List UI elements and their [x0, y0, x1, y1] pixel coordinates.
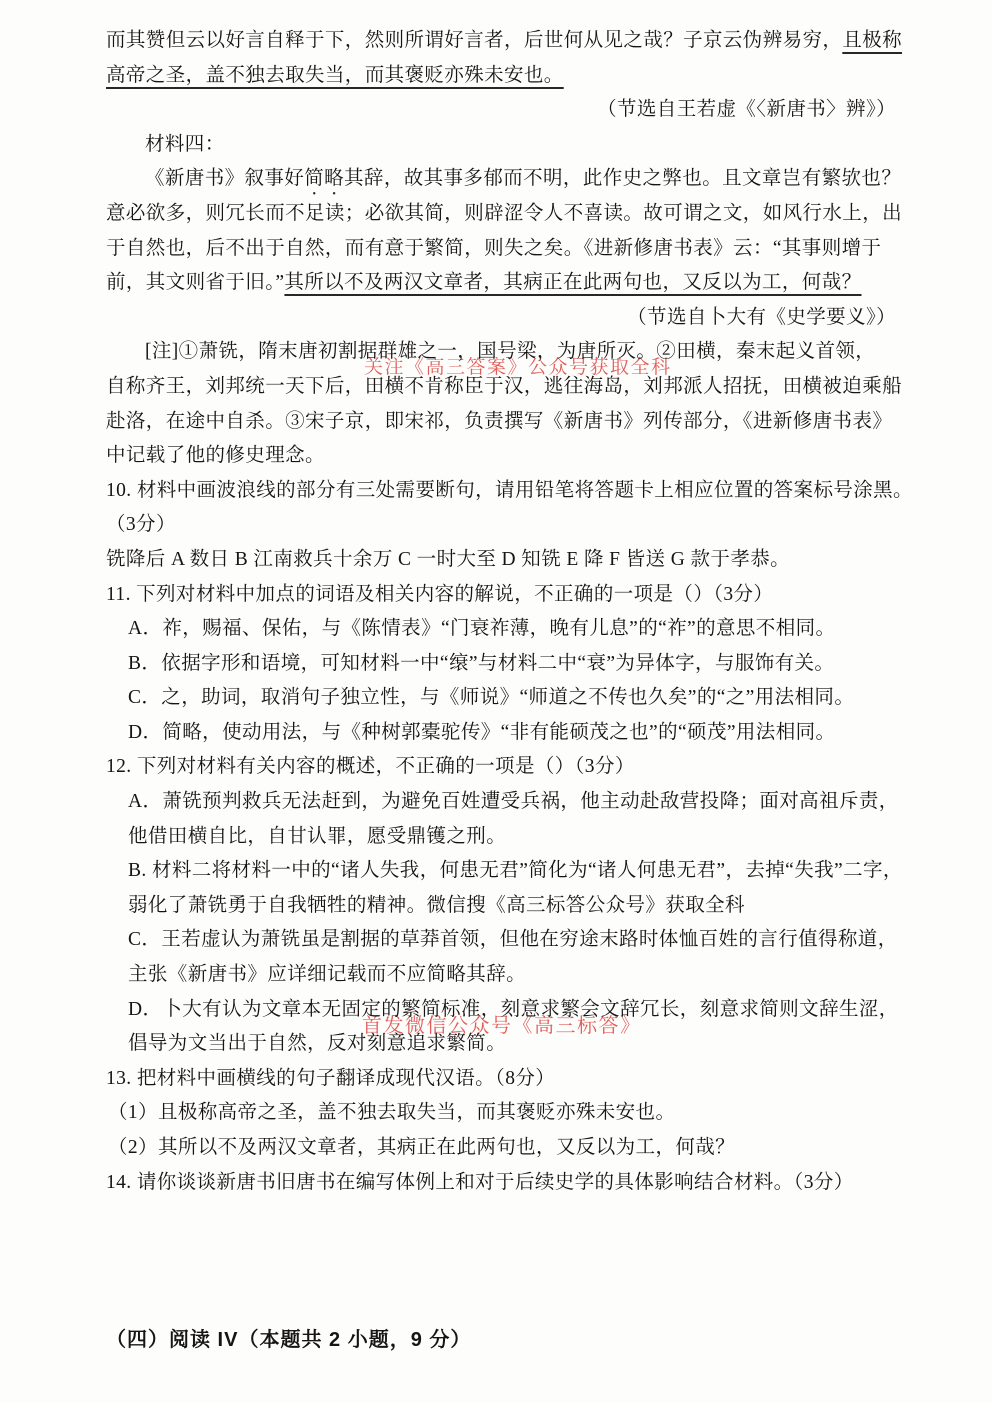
- notes-line4: 中记载了他的修史理念。: [106, 445, 325, 467]
- question12-stem: 12. 下列对材料有关内容的概述，不正确的一项是（）（3分）: [106, 756, 635, 778]
- material4-line3: 于自然也，后不出于自然，而有意于繁简，则失之矣。《进新修唐书表》云：“其事则增于: [106, 237, 882, 259]
- notes-line1: [注]①萧铣，隋末唐初割据群雄之一，国号梁，为唐所灭。②田横，秦末起义首领，: [145, 341, 876, 363]
- question11-option-a: A．祚，赐福、保佑，与《陈情表》“门衰祚薄，晚有儿息”的“祚”的意思不相同。: [128, 618, 836, 640]
- material4-line2: 意必欲多，则冗长而不足读；必欲其简，则辟涩令人不喜读。故可谓之文，如风行水上，出: [106, 202, 903, 224]
- question12-option-a-line1: A．萧铣预判救兵无法赶到，为避免百姓遭受兵祸，他主动赴敌营投降；面对高祖斥责，: [128, 791, 899, 813]
- question13-sentence2: （2）其所以不及两汉文章者，其病正在此两句也，又反以为工，何哉？: [108, 1137, 736, 1158]
- section4-heading: （四）阅读 IV（本题共 2 小题，9 分）: [106, 1329, 472, 1352]
- red-watermark-wechat: 首发微信公众号《高三标答》: [362, 1015, 642, 1037]
- material4-heading: 材料四：: [145, 133, 225, 155]
- question12-option-b-line1: B. 材料二将材料一中的“诸人失我，何患无君”简化为“诸人何患无君”，去掉“失我”二字，: [128, 860, 903, 882]
- question11-option-b: B．依据字形和语境，可知材料一中“缞”与材料二中“衰”为异体字，与服饰有关。: [128, 652, 835, 674]
- material4-line1b: 其辞，故其事多郁而不明，此作史之弊也。且文章岂有繁欤也？: [344, 168, 902, 190]
- notes-line3: 赴洛，在途中自杀。③宋子京，即宋祁，负责撰写《新唐书》列传部分，《进新修唐书表》: [106, 410, 893, 432]
- passage3-source: （节选自王若虚《〈新唐书〉辨》）: [597, 99, 896, 121]
- question12-option-b-line2: 弱化了萧铣勇于自我牺牲的精神。微信搜《高三标答公众号》获取全科: [128, 894, 745, 916]
- material4-line4: [106, 266, 908, 301]
- question11-stem: 11. 下列对材料中加点的词语及相关内容的解说，不正确的一项是（）（3分）: [106, 583, 774, 605]
- question10-sentence: 铣降后 A 数日 B 江南救兵十余万 C 一时大至 D 知铣 E 降 F 皆送 G 款于孝恭。: [106, 548, 790, 570]
- question12-option-a-line2: 他借田横自比，自甘认罪，愿受鼎镬之刑。: [128, 825, 507, 847]
- question10-points: （3分）: [106, 514, 176, 536]
- notes-line2: 自称齐王，刘邦统一天下后，田横不肯称臣于汉，逃往海岛，刘邦派人招抚，田横被迫乘船: [106, 375, 903, 397]
- question12-option-d-line2: 倡导为文当出于自然，反对刻意追求繁简。: [128, 1033, 507, 1055]
- material4-line4a: 前，其文则省于旧。”: [106, 272, 285, 294]
- question12-option-d-line1: D．卜大有认为文章本无固定的繁简标准，刻意求繁会文辞冗长，刻意求简则文辞生涩，: [128, 998, 899, 1020]
- question14-stem: 14. 请你谈谈新唐书旧唐书在编写体例上和对于后续史学的具体影响结合材料。（3分）: [106, 1171, 854, 1193]
- material4-line1: [106, 162, 908, 197]
- question11-option-d: D．简略，使动用法，与《种树郭橐驼传》“非有能硕茂之也”的“硕茂”用法相同。: [128, 721, 836, 743]
- passage3-line1: [106, 24, 908, 59]
- passage3-line1-text: 而其赞但云以好言自释于下，然则所谓好言者，后世何从见之哉？子京云伪辨易穷，: [106, 30, 843, 51]
- question11-option-c: C．之，助词，取消句子独立性，与《师说》“师道之不传也久矣”的“之”用法相同。: [128, 687, 855, 709]
- question13-stem: 13. 把材料中画横线的句子翻译成现代汉语。（8分）: [106, 1067, 556, 1089]
- passage3-line2-underlined: 高帝之圣，盖不独去取失当，而其褒贬亦殊未安也。: [106, 64, 564, 86]
- question10-stem: 10. 材料中画波浪线的部分有三处需要断句，请用铅笔将答题卡上相应位置的答案标号涂黑。: [106, 479, 913, 501]
- question12-option-c-line1: C．王若虚认为萧铣虽是割据的草莽首领，但他在穷途末路时体恤百姓的言行值得称道，: [128, 929, 898, 951]
- material4-line4-underlined: 其所以不及两汉文章者，其病正在此两句也，又反以为工，何哉？: [284, 272, 862, 294]
- material4-source: （节选自卜大有《史学要义》）: [627, 306, 896, 328]
- question13-sentence1: （1）且极称高帝之圣，盖不独去取失当，而其褒贬亦殊未安也。: [108, 1102, 676, 1124]
- red-watermark-answers: 关注《高三答案》公众号获取全科: [364, 357, 672, 378]
- passage3-line1-underlined: 且极称: [842, 30, 903, 51]
- material4-line1-emphasized: 简略: [304, 168, 345, 190]
- passage3-line2: [106, 59, 908, 94]
- material4-line1a: 《新唐书》叙事好: [145, 168, 305, 190]
- question12-option-c-line2: 主张《新唐书》应详细记载而不应简略其辞。: [128, 964, 527, 986]
